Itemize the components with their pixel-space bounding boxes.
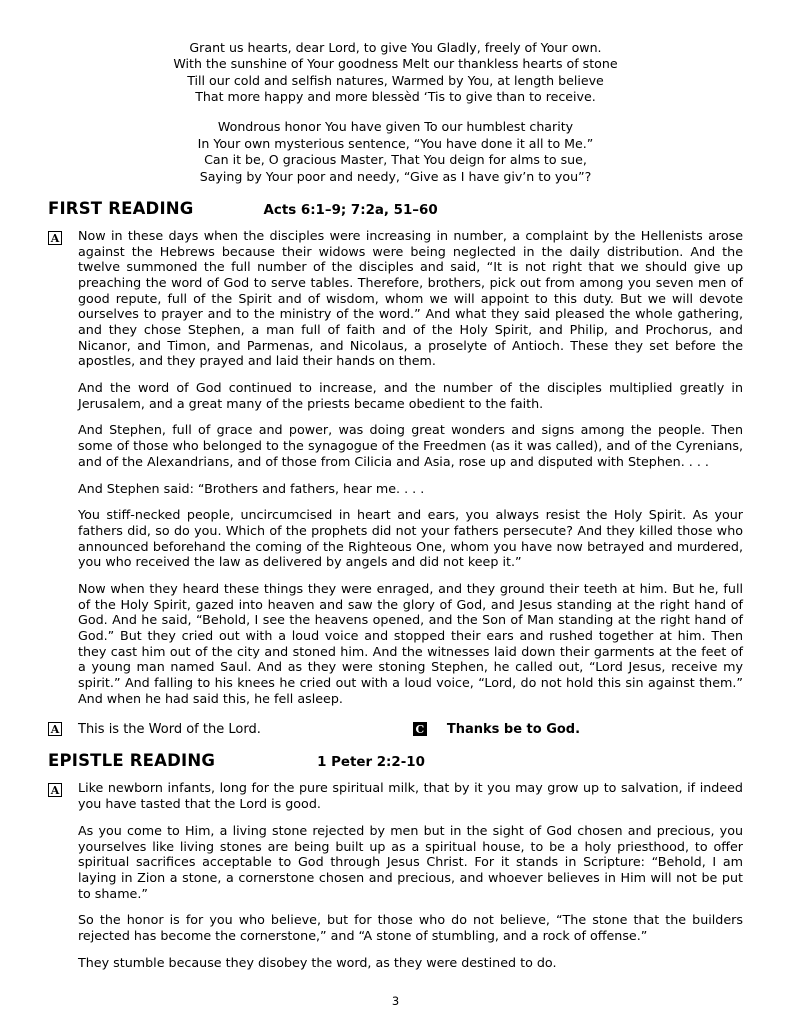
reading-paragraph: And the word of God continued to increase, and the number of the disciples multiplied greatly in Jerusalem, and a great many of the priests became obedient to the faith. <box>78 380 743 411</box>
speaker-box-assistant: A <box>48 231 62 245</box>
assistant-marker <box>48 722 78 737</box>
congregation-marker <box>413 722 447 737</box>
epistle-reading-text <box>78 780 743 970</box>
assistant-marker <box>48 780 78 802</box>
reading-paragraph: So the honor is for you who believe, but for those who do not believe, “The stone that the builders rejected has become the cornerstone,” and “A stone of stumbling, and a rock of offense.” <box>78 912 743 943</box>
first-reading-body <box>48 228 743 707</box>
hymn-line: In Your own mysterious sentence, “You have done it all to Me.” <box>197 135 594 151</box>
speaker-box-assistant: A <box>48 783 62 797</box>
assistant-marker <box>48 228 78 250</box>
speaker-box-congregation: C <box>413 722 427 736</box>
scripture-reference: 1 Peter 2:2-10 <box>317 755 425 771</box>
section-title: FIRST READING <box>48 198 194 218</box>
reading-paragraph: And Stephen said: “Brothers and fathers, hear me. . . . <box>78 480 425 496</box>
epistle-reading-heading <box>48 751 743 770</box>
speaker-box-assistant: A <box>48 722 62 736</box>
section-title: EPISTLE READING <box>48 751 216 771</box>
reading-paragraph: And Stephen, full of grace and power, was doing great wonders and signs among the people. Then some of those who belonged to the synagogue of the Freedmen (as it was called), and of the Cyrenians, and of the Alexandrians, and of those from Cilicia and Asia, rose up and disputed with Stephen. . . . <box>78 422 743 469</box>
epistle-reading-body <box>48 780 743 970</box>
hymn-stanza-1 <box>48 40 743 105</box>
reading-paragraph: Like newborn infants, long for the pure spiritual milk, that by it you may grow up to salvation, if indeed you have tasted that the Lord is good. <box>78 780 743 812</box>
hymn-line: Till our cold and selfish natures, Warmed by You, at length believe <box>187 72 604 88</box>
hymn-line: Can it be, O gracious Master, That You deign for alms to sue, <box>204 152 587 168</box>
hymn-line: Wondrous honor You have given To our humblest charity <box>217 119 574 135</box>
hymn-line: Grant us hearts, dear Lord, to give You Gladly, freely of Your own. <box>189 40 602 55</box>
response-congregation-text: Thanks be to God. <box>446 722 581 738</box>
reading-paragraph: Now when they heard these things they were enraged, and they ground their teeth at him. But he, full of the Holy Spirit, gazed into heaven and saw the glory of God, and Jesus standing at the right hand of God. And he said, “Behold, I see the heavens opened, and the Son of Man standing at the right hand of God.” But they cried out with a loud voice and stopped their ears and rushed together at him. Then they cast him out of the city and stoned him. And the witnesses laid down their garments at the feet of a young man named Saul. And as they were stoning Stephen, he called out, “Lord Jesus, receive my spirit.” And falling to his knees he cried out with a loud voice, “Lord, do not hold this sin against them.” And when he had said this, he fell asleep. <box>78 580 743 706</box>
page-number: 3 <box>391 994 400 1008</box>
reading-paragraph: Now in these days when the disciples were increasing in number, a complaint by the Hellenists arose against the Hebrews because their widows were being neglected in the daily distribution. And the twelve summoned the full number of the disciples and said, “It is not right that we should give up preaching the word of God to serve tables. Therefore, brothers, pick out from among you seven men of good repute, full of the Spirit and of wisdom, whom we will appoint to this duty. But we will devote ourselves to prayer and to the ministry of the word.” And what they said pleased the whole gathering, and they chose Stephen, a man full of faith and of the Holy Spirit, and Philip, and Prochorus, and Nicanor, and Timon, and Parmenas, and Nicolaus, a proselyte of Antioch. These they set before the apostles, and they prayed and laid their hands on them. <box>78 227 743 369</box>
reading-paragraph: They stumble because they disobey the word, as they were destined to do. <box>78 954 557 970</box>
scripture-reference: Acts 6:1–9; 7:2a, 51–60 <box>263 202 438 218</box>
reading-paragraph: You stiff-necked people, uncircumcised in heart and ears, you always resist the Holy Spirit. As your fathers did, so do you. Which of the prophets did not your fathers persecute? And they killed those who announced beforehand the coming of the Righteous One, whom you have now betrayed and murdered, you who received the law as delivered by angels and did not keep it.” <box>78 507 743 570</box>
hymn-stanza-2 <box>48 119 743 184</box>
response-assistant-text: This is the Word of the Lord. <box>78 722 261 738</box>
first-reading-text <box>78 228 743 707</box>
hymn-line: Saying by Your poor and needy, “Give as I have giv’n to you”? <box>199 168 592 184</box>
first-reading-heading <box>48 199 743 218</box>
hymn-block <box>48 40 743 185</box>
reading-paragraph: As you come to Him, a living stone rejected by men but in the sight of God chosen and precious, you yourselves like living stones are being built up as a spiritual house, to be a holy priesthood, to offer spiritual sacrifices acceptable to God through Jesus Christ. For it stands in Scripture: “Behold, I am laying in Zion a stone, a cornerstone chosen and precious, and whoever believes in Him will not be put to shame.” <box>78 822 743 901</box>
hymn-line: That more happy and more blessèd ‘Tis to give than to receive. <box>195 89 596 105</box>
word-of-the-lord-response <box>48 722 743 737</box>
hymn-line: With the sunshine of Your goodness Melt our thankless hearts of stone <box>173 56 618 72</box>
